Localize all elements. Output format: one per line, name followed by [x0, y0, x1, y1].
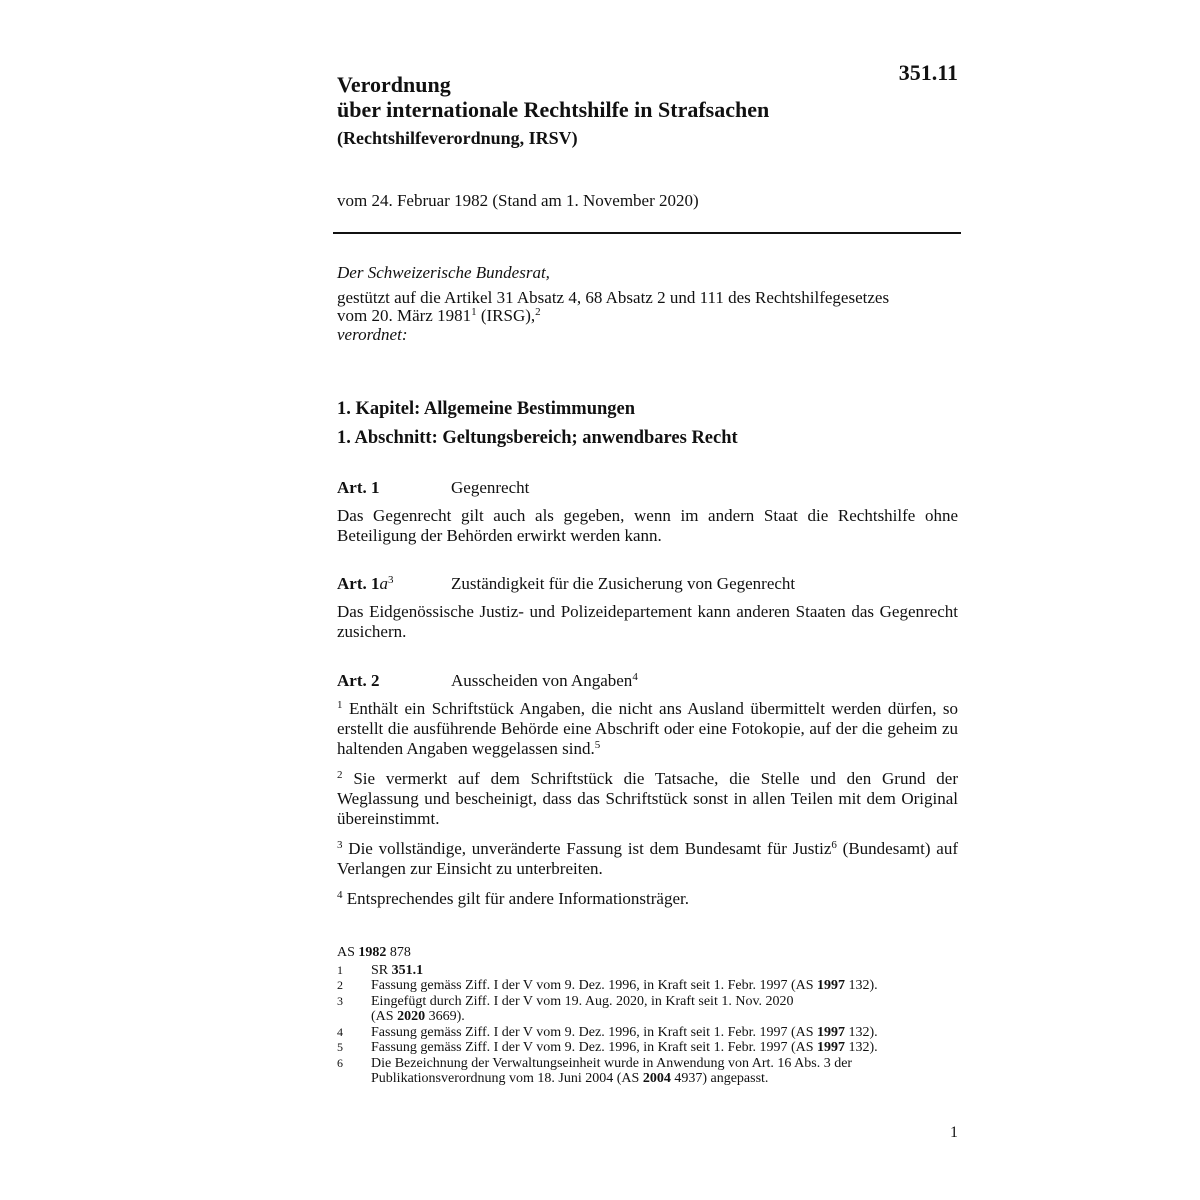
preamble-decrees: verordnet: — [337, 324, 408, 344]
preamble-basis-text-a: vom 20. März 1981 — [337, 306, 472, 325]
footnote-5 — [337, 1040, 958, 1056]
paragraph-number: 3 — [337, 839, 343, 851]
preamble-basis-text-b: (IRSG), — [476, 306, 536, 325]
footnote-text-bold: 1997 — [817, 978, 846, 993]
document-title — [337, 72, 958, 154]
article-2-paragraph-3 — [337, 839, 958, 879]
page-number: 1 — [950, 1124, 958, 1141]
paragraph-number: 4 — [337, 889, 343, 901]
article-1a-header — [337, 574, 958, 594]
footnote-4 — [337, 1025, 958, 1041]
article-2-title: Ausscheiden von Angaben — [451, 671, 633, 690]
footnote-6 — [337, 1056, 958, 1087]
article-2-number: Art. 2 — [337, 671, 380, 690]
footnote-2 — [337, 978, 958, 994]
footnote-text-c: 132). — [845, 1040, 878, 1055]
footnote-text-a: Eingefügt durch Ziff. I der V vom 19. Aug. 2020, in Kraft seit 1. Nov. 2020 — [371, 993, 794, 1009]
footnotes — [337, 945, 958, 1087]
article-1-title: Gegenrecht — [451, 478, 530, 497]
footnote-text-bold: 1997 — [817, 1024, 846, 1040]
preamble-basis-line-1: gestützt auf die Artikel 31 Absatz 4, 68 Absatz 2 und 111 des Rechtshilfegesetzes — [337, 287, 890, 307]
article-2-header — [337, 671, 958, 691]
article-2-paragraph-2 — [337, 769, 958, 829]
paragraph-text: Enthält ein Schriftstück Angaben, die nicht ans Ausland übermittelt werden dürfen, so erstellt die ausführende Behörde eine Abschrift oder eine Fotokopie, auf der die geheim zu haltenden Angaben weggelassen sind. — [337, 699, 959, 758]
date-line: vom 24. Februar 1982 (Stand am 1. November 2020) — [337, 191, 699, 210]
footnote-ref-1: 1 — [471, 306, 477, 318]
footnote-text-a: Fassung gemäss Ziff. I der V vom 9. Dez. 1996, in Kraft seit 1. Febr. 1997 (AS — [371, 1040, 818, 1055]
title-divider — [333, 232, 961, 234]
preamble-authority: Der Schweizerische Bundesrat, — [337, 263, 550, 282]
footnote-text-c: 3669). — [425, 1009, 465, 1024]
footnote-ref-6: 6 — [831, 839, 837, 851]
footnote-text-a: SR — [371, 962, 392, 978]
paragraph-text: Entsprechendes gilt für andere Informationsträger. — [346, 889, 689, 908]
footnote-ref-2: 2 — [535, 306, 541, 318]
title-line-1: Verordnung — [337, 72, 451, 97]
footnote-text-bold: 351.1 — [391, 962, 424, 978]
title-line-3: (Rechtshilfeverordnung, IRSV) — [337, 128, 578, 148]
footnote-ref-5: 5 — [594, 739, 601, 751]
sr-number: 351.11 — [898, 60, 958, 85]
as-prefix: AS — [337, 945, 359, 960]
article-1-paragraph: Das Gegenrecht gilt auch als gegeben, wenn im andern Staat die Rechtshilfe ohne Beteiligung der Behörden erwirkt werden kann. — [337, 506, 958, 545]
footnote-text-c: 132). — [845, 1024, 878, 1040]
article-1-body — [337, 506, 958, 556]
footnote-text-a: Fassung gemäss Ziff. I der V vom 9. Dez. 1996, in Kraft seit 1. Febr. 1997 (AS — [371, 1024, 818, 1040]
as-page: 878 — [386, 945, 411, 960]
article-1-header — [337, 478, 958, 498]
footnote-text-bold: 1997 — [817, 1040, 846, 1055]
article-1a-title: Zuständigkeit für die Zusicherung von Gegenrecht — [451, 574, 796, 593]
footnote-text-bold: 2004 — [642, 1071, 671, 1086]
article-1a-number — [337, 574, 451, 594]
footnote-text — [371, 994, 958, 1025]
footnote-text-a2: (AS — [371, 1009, 398, 1024]
footnote-text-c: 4937) angepasst. — [670, 1071, 769, 1086]
footnote-ref-3: 3 — [387, 574, 394, 586]
article-2-paragraph-1 — [337, 699, 958, 759]
paragraph-number: 1 — [337, 699, 343, 711]
footnote-text — [371, 963, 958, 979]
chapter-heading: 1. Kapitel: Allgemeine Bestimmungen — [337, 399, 636, 419]
preamble-basis-line-2 — [337, 307, 958, 326]
footnote-number: 4 — [337, 1024, 343, 1039]
footnote-number: 6 — [337, 1055, 343, 1070]
footnote-number: 5 — [337, 1040, 343, 1054]
footnote-text — [371, 1040, 958, 1056]
title-line-2: über internationale Rechtshilfe in Strafsachen — [337, 97, 770, 122]
footnote-text-a: Die Bezeichnung der Verwaltungseinheit wurde in Anwendung von Art. 16 Abs. 3 der — [371, 1055, 853, 1071]
article-2-body — [337, 699, 958, 919]
preamble — [337, 264, 958, 344]
footnote-number: 2 — [337, 978, 343, 992]
article-1a-paragraph: Das Eidgenössische Justiz- und Polizeidepartement kann anderen Staaten das Gegenrecht zusichern. — [337, 602, 958, 641]
article-2-paragraph-4 — [337, 889, 958, 909]
paragraph-text: Sie vermerkt auf dem Schriftstück die Tatsache, die Stelle und den Grund der Weglassung und bescheinigt, dass das Schriftstück sonst in allen Teilen mit dem Original übereinstimmt. — [337, 769, 958, 828]
footnote-3 — [337, 994, 958, 1025]
footnote-text-a2: Publikationsverordnung vom 18. Juni 2004 (AS — [371, 1071, 643, 1086]
footnote-as-reference — [337, 945, 958, 961]
section-heading: 1. Abschnitt: Geltungsbereich; anwendbares Recht — [337, 428, 738, 448]
footnote-text-c: 132). — [845, 978, 878, 993]
article-1-number: Art. 1 — [337, 478, 380, 497]
footnote-1 — [337, 963, 958, 979]
footnote-number: 3 — [337, 993, 343, 1008]
footnote-number: 1 — [337, 962, 343, 977]
paragraph-number: 2 — [337, 769, 343, 781]
article-1a-body — [337, 602, 958, 652]
article-1a-number-prefix: Art. 1 — [337, 574, 380, 593]
footnote-text — [371, 1025, 958, 1041]
footnote-text — [371, 978, 958, 994]
footnote-text — [371, 1056, 958, 1087]
footnote-text-bold: 2020 — [397, 1009, 426, 1024]
paragraph-text-b: (Bundesamt) auf Verlangen zur Einsicht zu unterbreiten. — [337, 839, 958, 878]
paragraph-text-a: Die vollständige, unveränderte Fassung ist dem Bundesamt für Justiz — [348, 839, 832, 858]
footnote-ref-4: 4 — [632, 671, 638, 683]
as-year: 1982 — [358, 945, 387, 960]
footnote-text-a: Fassung gemäss Ziff. I der V vom 9. Dez. 1996, in Kraft seit 1. Febr. 1997 (AS — [371, 978, 818, 993]
article-1a-number-letter: a — [379, 574, 388, 593]
